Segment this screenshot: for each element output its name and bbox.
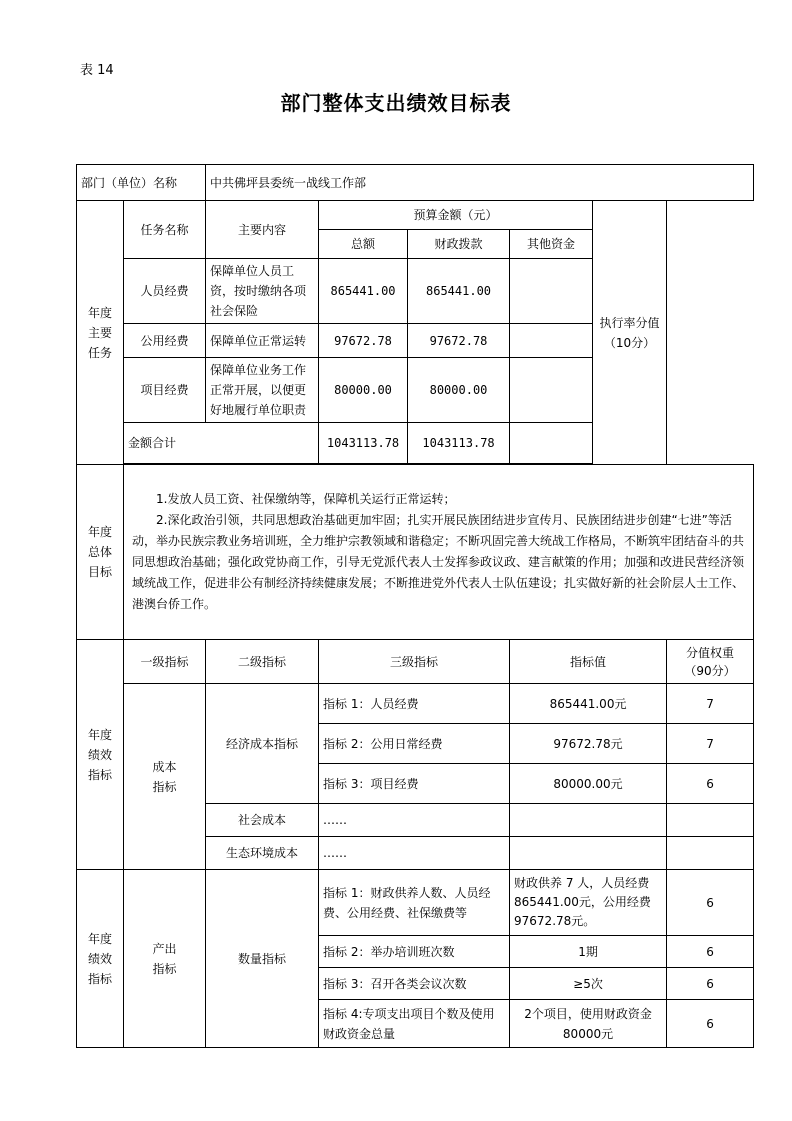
sum-total: 1043113.78 (319, 423, 408, 464)
sum-other (510, 423, 593, 464)
indicator-weight: 7 (667, 684, 754, 724)
col-weight: 分值权重 （90分） (667, 640, 754, 684)
level3-indicator: 指标 2：举办培训班次数 (319, 936, 510, 968)
col-budget-amount: 预算金额（元） (319, 201, 593, 230)
eco-cost-value (510, 837, 667, 870)
task-fiscal: 97672.78 (408, 324, 510, 358)
execution-rate-score: 执行率分值 （10分） (593, 201, 667, 465)
level3-indicator: 指标 4:专项支出项目个数及使用财政资金总量 (319, 1000, 510, 1048)
task-content: 保障单位正常运转 (206, 324, 319, 358)
col-level1: 一级指标 (124, 640, 206, 684)
col-fiscal: 财政拨款 (408, 230, 510, 259)
indicator-value: ≥5次 (510, 968, 667, 1000)
dept-name-value: 中共佛坪县委统一战线工作部 (206, 165, 754, 201)
eco-cost-weight (667, 837, 754, 870)
overall-goal-label: 年度 总体 目标 (77, 465, 124, 640)
indicator-value: 2个项目，使用财政资金80000元 (510, 1000, 667, 1048)
indicator-weight: 6 (667, 1000, 754, 1048)
social-cost-indicator: …… (319, 804, 510, 837)
task-total: 865441.00 (319, 259, 408, 324)
indicator-weight: 6 (667, 936, 754, 968)
overall-goal-line-1: 1.发放人员工资、社保缴纳等，保障机关运行正常运转； (156, 492, 456, 506)
indicator-value: 财政供养 7 人，人员经费865441.00元，公用经费97672.78元。 (510, 870, 667, 936)
performance-goal-table (76, 164, 754, 1048)
indicator-weight: 6 (667, 764, 754, 804)
output-indicator-label: 产出 指标 (124, 870, 206, 1048)
col-total: 总额 (319, 230, 408, 259)
task-other (510, 358, 593, 423)
overall-goal-text (124, 465, 754, 640)
level3-indicator: 指标 3：项目经费 (319, 764, 510, 804)
sum-label: 金额合计 (124, 423, 319, 464)
perf2-section-label: 年度 绩效 指标 (77, 870, 124, 1048)
task-other (510, 324, 593, 358)
table-number: 表 14 (80, 63, 114, 78)
eco-cost-label: 生态环境成本 (206, 837, 319, 870)
level3-indicator: 指标 1：财政供养人数、人员经费、公用经费、社保缴费等 (319, 870, 510, 936)
perf-section-label: 年度 绩效 指标 (77, 640, 124, 870)
table-row (77, 684, 754, 724)
task-fiscal: 865441.00 (408, 259, 510, 324)
indicator-value: 97672.78元 (510, 724, 667, 764)
task-total: 80000.00 (319, 358, 408, 423)
task-name: 项目经费 (124, 358, 206, 423)
task-content: 保障单位人员工资，按时缴纳各项社会保险 (206, 259, 319, 324)
social-cost-value (510, 804, 667, 837)
col-level2: 二级指标 (206, 640, 319, 684)
social-cost-label: 社会成本 (206, 804, 319, 837)
col-indicator-value: 指标值 (510, 640, 667, 684)
sum-fiscal: 1043113.78 (408, 423, 510, 464)
task-content: 保障单位业务工作正常开展，以便更好地履行单位职责 (206, 358, 319, 423)
overall-goal-line-2: 2.深化政治引领，共同思想政治基础更加牢固；扎实开展民族团结进步宣传月、民族团结进步创建“七进”等活动，举办民族宗教业务培训班，全力维护宗教领域和谐稳定；不断巩固完善大统战工作格局，不断筑牢团结奋斗的共同思想政治基础；强化政党协商工作，引导无党派代表人士发挥参政议政、建言献策的作用；加强和改进民营经济领域统战工作，促进非公有制经济持续健康发展；不断推进党外代表人士队伍建设；扎实做好新的社会阶层人士工作、港澳台侨工作。 (132, 513, 745, 611)
task-other (510, 259, 593, 324)
tasks-section-label: 年度 主要 任务 (77, 201, 124, 465)
col-main-content: 主要内容 (206, 201, 319, 259)
col-level3: 三级指标 (319, 640, 510, 684)
table-row (77, 870, 754, 936)
indicator-value: 80000.00元 (510, 764, 667, 804)
social-cost-weight (667, 804, 754, 837)
task-name: 人员经费 (124, 259, 206, 324)
cost-indicator-label: 成本 指标 (124, 684, 206, 870)
indicator-value: 865441.00元 (510, 684, 667, 724)
document-title: 部门整体支出绩效目标表 (280, 91, 512, 115)
col-task-name: 任务名称 (124, 201, 206, 259)
level3-indicator: 指标 2：公用日常经费 (319, 724, 510, 764)
indicator-value: 1期 (510, 936, 667, 968)
eco-cost-indicator: …… (319, 837, 510, 870)
task-total: 97672.78 (319, 324, 408, 358)
indicator-weight: 6 (667, 968, 754, 1000)
indicator-weight: 7 (667, 724, 754, 764)
quantity-indicator-label: 数量指标 (206, 870, 319, 1048)
dept-name-label: 部门（单位）名称 (77, 165, 206, 201)
task-name: 公用经费 (124, 324, 206, 358)
level3-indicator: 指标 1：人员经费 (319, 684, 510, 724)
level3-indicator: 指标 3：召开各类会议次数 (319, 968, 510, 1000)
economic-cost-label: 经济成本指标 (206, 684, 319, 804)
task-fiscal: 80000.00 (408, 358, 510, 423)
indicator-weight: 6 (667, 870, 754, 936)
col-other-funds: 其他资金 (510, 230, 593, 259)
